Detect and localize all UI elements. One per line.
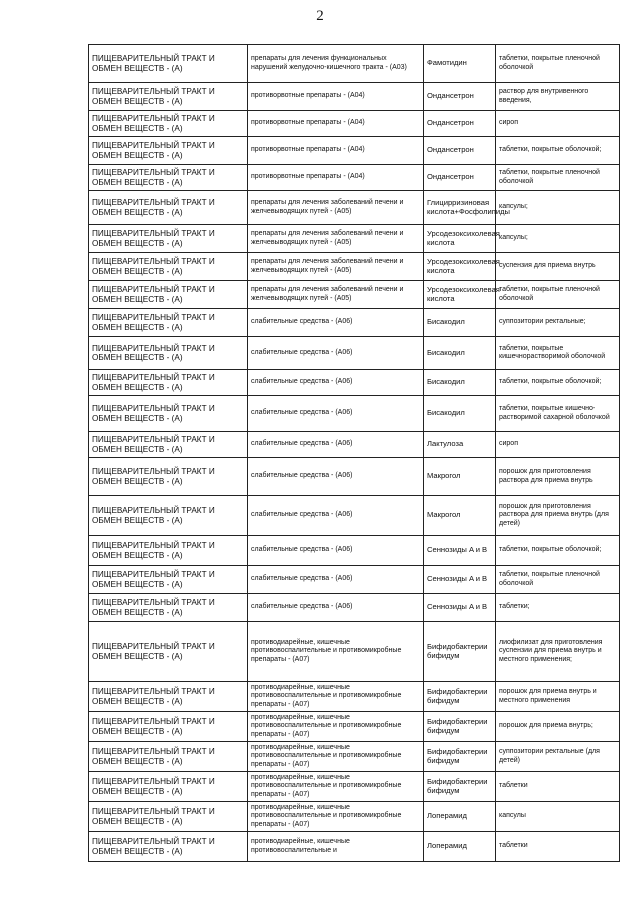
class-cell: противорвотные препараты - (A04) [248,83,424,111]
dosage-form-cell: суппозитории ректальные (для детей) [496,742,620,772]
drug-name-cell: Макрогол [424,496,496,536]
drug-name-cell: Ондансетрон [424,111,496,137]
group-cell: ПИЩЕВАРИТЕЛЬНЫЙ ТРАКТ И ОБМЕН ВЕЩЕСТВ - (A) [89,682,248,712]
group-cell: ПИЩЕВАРИТЕЛЬНЫЙ ТРАКТ И ОБМЕН ВЕЩЕСТВ - (A) [89,712,248,742]
group-cell: ПИЩЕВАРИТЕЛЬНЫЙ ТРАКТ И ОБМЕН ВЕЩЕСТВ - (A) [89,622,248,682]
table-row [89,566,620,594]
class-cell: противодиарейные, кишечные противовоспалительные и противомикробные препараты - (A07) [248,802,424,832]
drug-name-cell: Глицирризиновая кислота+Фосфолипиды [424,191,496,225]
class-cell: противодиарейные, кишечные противовоспалительные и противомикробные препараты - (A07) [248,622,424,682]
class-cell: слабительные средства - (A06) [248,536,424,566]
drug-name-cell: Бифидобактерии бифидум [424,682,496,712]
group-cell: ПИЩЕВАРИТЕЛЬНЫЙ ТРАКТ И ОБМЕН ВЕЩЕСТВ - (A) [89,396,248,432]
class-cell: слабительные средства - (A06) [248,496,424,536]
drug-name-cell: Сеннозиды A и B [424,594,496,622]
dosage-form-cell: суспензия для приема внутрь [496,253,620,281]
class-cell: препараты для лечения функциональных нарушений желудочно-кишечного тракта - (A03) [248,45,424,83]
class-cell: противодиарейные, кишечные противовоспалительные и [248,832,424,862]
class-cell: противодиарейные, кишечные противовоспалительные и противомикробные препараты - (A07) [248,742,424,772]
drug-name-cell: Урсодезоксихолевая кислота [424,225,496,253]
group-cell: ПИЩЕВАРИТЕЛЬНЫЙ ТРАКТ И ОБМЕН ВЕЩЕСТВ - (A) [89,566,248,594]
table-row [89,742,620,772]
dosage-form-cell: таблетки, покрытые пленочной оболочкой [496,165,620,191]
table-row [89,45,620,83]
dosage-form-cell: таблетки, покрытые оболочкой; [496,370,620,396]
table-row [89,225,620,253]
dosage-form-cell: лиофилизат для приготовления суспензии для приема внутрь и местного применения; [496,622,620,682]
class-cell: слабительные средства - (A06) [248,396,424,432]
dosage-form-cell: капсулы; [496,191,620,225]
dosage-form-cell: сироп [496,432,620,458]
drug-name-cell: Бисакодил [424,337,496,370]
group-cell: ПИЩЕВАРИТЕЛЬНЫЙ ТРАКТ И ОБМЕН ВЕЩЕСТВ - (A) [89,832,248,862]
dosage-form-cell: раствор для внутривенного введения, [496,83,620,111]
class-cell: слабительные средства - (A06) [248,337,424,370]
class-cell: слабительные средства - (A06) [248,370,424,396]
dosage-form-cell: таблетки, покрытые пленочной оболочкой [496,281,620,309]
table-body [89,45,620,862]
table-row [89,802,620,832]
table-row [89,432,620,458]
group-cell: ПИЩЕВАРИТЕЛЬНЫЙ ТРАКТ И ОБМЕН ВЕЩЕСТВ - (A) [89,742,248,772]
group-cell: ПИЩЕВАРИТЕЛЬНЫЙ ТРАКТ И ОБМЕН ВЕЩЕСТВ - (A) [89,225,248,253]
drug-name-cell: Ондансетрон [424,165,496,191]
class-cell: препараты для лечения заболеваний печени и желчевыводящих путей - (A05) [248,225,424,253]
group-cell: ПИЩЕВАРИТЕЛЬНЫЙ ТРАКТ И ОБМЕН ВЕЩЕСТВ - (A) [89,309,248,337]
drug-name-cell: Сеннозиды A и B [424,536,496,566]
group-cell: ПИЩЕВАРИТЕЛЬНЫЙ ТРАКТ И ОБМЕН ВЕЩЕСТВ - (A) [89,594,248,622]
dosage-form-cell: суппозитории ректальные; [496,309,620,337]
table-row [89,396,620,432]
page-number: 2 [316,8,324,24]
dosage-form-cell: сироп [496,111,620,137]
group-cell: ПИЩЕВАРИТЕЛЬНЫЙ ТРАКТ И ОБМЕН ВЕЩЕСТВ - (A) [89,111,248,137]
class-cell: препараты для лечения заболеваний печени и желчевыводящих путей - (A05) [248,253,424,281]
table-row [89,712,620,742]
class-cell: препараты для лечения заболеваний печени и желчевыводящих путей - (A05) [248,191,424,225]
table-row [89,832,620,862]
drug-name-cell: Лоперамид [424,802,496,832]
dosage-form-cell: таблетки, покрытые оболочкой; [496,536,620,566]
dosage-form-cell: порошок для приготовления раствора для приема внутрь [496,458,620,496]
class-cell: слабительные средства - (A06) [248,309,424,337]
drug-name-cell: Макрогол [424,458,496,496]
table-row [89,253,620,281]
table-row [89,496,620,536]
table-row [89,594,620,622]
table-row [89,370,620,396]
dosage-form-cell: таблетки [496,772,620,802]
table-row [89,622,620,682]
group-cell: ПИЩЕВАРИТЕЛЬНЫЙ ТРАКТ И ОБМЕН ВЕЩЕСТВ - (A) [89,536,248,566]
group-cell: ПИЩЕВАРИТЕЛЬНЫЙ ТРАКТ И ОБМЕН ВЕЩЕСТВ - (A) [89,432,248,458]
dosage-form-cell: таблетки, покрытые кишечно-растворимой сахарной оболочкой [496,396,620,432]
drug-name-cell: Лактулоза [424,432,496,458]
dosage-form-cell: таблетки, покрытые оболочкой; [496,137,620,165]
drug-name-cell: Бифидобактерии бифидум [424,622,496,682]
class-cell: препараты для лечения заболеваний печени и желчевыводящих путей - (A05) [248,281,424,309]
dosage-form-cell: порошок для приготовления раствора для приема внутрь (для детей) [496,496,620,536]
drug-name-cell: Ондансетрон [424,137,496,165]
class-cell: слабительные средства - (A06) [248,566,424,594]
class-cell: противодиарейные, кишечные противовоспалительные и противомикробные препараты - (A07) [248,772,424,802]
group-cell: ПИЩЕВАРИТЕЛЬНЫЙ ТРАКТ И ОБМЕН ВЕЩЕСТВ - (A) [89,458,248,496]
dosage-form-cell: таблетки, покрытые пленочной оболочкой [496,45,620,83]
group-cell: ПИЩЕВАРИТЕЛЬНЫЙ ТРАКТ И ОБМЕН ВЕЩЕСТВ - (A) [89,165,248,191]
drug-name-cell: Урсодезоксихолевая кислота [424,253,496,281]
class-cell: слабительные средства - (A06) [248,594,424,622]
class-cell: слабительные средства - (A06) [248,432,424,458]
table-row [89,137,620,165]
table-row [89,458,620,496]
group-cell: ПИЩЕВАРИТЕЛЬНЫЙ ТРАКТ И ОБМЕН ВЕЩЕСТВ - (A) [89,191,248,225]
drug-name-cell: Ондансетрон [424,83,496,111]
table-row [89,682,620,712]
class-cell: противорвотные препараты - (A04) [248,165,424,191]
group-cell: ПИЩЕВАРИТЕЛЬНЫЙ ТРАКТ И ОБМЕН ВЕЩЕСТВ - (A) [89,802,248,832]
table-row [89,165,620,191]
group-cell: ПИЩЕВАРИТЕЛЬНЫЙ ТРАКТ И ОБМЕН ВЕЩЕСТВ - (A) [89,281,248,309]
drug-name-cell: Фамотидин [424,45,496,83]
drug-name-cell: Бифидобактерии бифидум [424,772,496,802]
group-cell: ПИЩЕВАРИТЕЛЬНЫЙ ТРАКТ И ОБМЕН ВЕЩЕСТВ - (A) [89,83,248,111]
class-cell: противорвотные препараты - (A04) [248,111,424,137]
table-row [89,111,620,137]
dosage-form-cell: таблетки; [496,594,620,622]
drug-name-cell: Бифидобактерии бифидум [424,712,496,742]
dosage-form-cell: капсулы [496,802,620,832]
class-cell: противорвотные препараты - (A04) [248,137,424,165]
dosage-form-cell: таблетки [496,832,620,862]
dosage-form-cell: порошок для приема внутрь; [496,712,620,742]
drug-name-cell: Бисакодил [424,396,496,432]
table-row [89,281,620,309]
class-cell: противодиарейные, кишечные противовоспалительные и противомикробные препараты - (A07) [248,712,424,742]
group-cell: ПИЩЕВАРИТЕЛЬНЫЙ ТРАКТ И ОБМЕН ВЕЩЕСТВ - (A) [89,45,248,83]
drug-name-cell: Лоперамид [424,832,496,862]
drug-name-cell: Бисакодил [424,370,496,396]
drug-name-cell: Урсодезоксихолевая кислота [424,281,496,309]
drug-table [88,44,620,862]
table-row [89,309,620,337]
table-row [89,536,620,566]
group-cell: ПИЩЕВАРИТЕЛЬНЫЙ ТРАКТ И ОБМЕН ВЕЩЕСТВ - (A) [89,137,248,165]
dosage-form-cell: порошок для приема внутрь и местного применения [496,682,620,712]
group-cell: ПИЩЕВАРИТЕЛЬНЫЙ ТРАКТ И ОБМЕН ВЕЩЕСТВ - (A) [89,370,248,396]
drug-name-cell: Бифидобактерии бифидум [424,742,496,772]
drug-name-cell: Сеннозиды A и B [424,566,496,594]
table-row [89,83,620,111]
dosage-form-cell: таблетки, покрытые кишечнорастворимой оболочкой [496,337,620,370]
dosage-form-cell: капсулы; [496,225,620,253]
dosage-form-cell: таблетки, покрытые пленочной оболочкой [496,566,620,594]
drug-name-cell: Бисакодил [424,309,496,337]
class-cell: противодиарейные, кишечные противовоспалительные и противомикробные препараты - (A07) [248,682,424,712]
group-cell: ПИЩЕВАРИТЕЛЬНЫЙ ТРАКТ И ОБМЕН ВЕЩЕСТВ - (A) [89,253,248,281]
class-cell: слабительные средства - (A06) [248,458,424,496]
group-cell: ПИЩЕВАРИТЕЛЬНЫЙ ТРАКТ И ОБМЕН ВЕЩЕСТВ - (A) [89,496,248,536]
table-row [89,772,620,802]
group-cell: ПИЩЕВАРИТЕЛЬНЫЙ ТРАКТ И ОБМЕН ВЕЩЕСТВ - (A) [89,337,248,370]
table-row [89,191,620,225]
group-cell: ПИЩЕВАРИТЕЛЬНЫЙ ТРАКТ И ОБМЕН ВЕЩЕСТВ - (A) [89,772,248,802]
table-row [89,337,620,370]
